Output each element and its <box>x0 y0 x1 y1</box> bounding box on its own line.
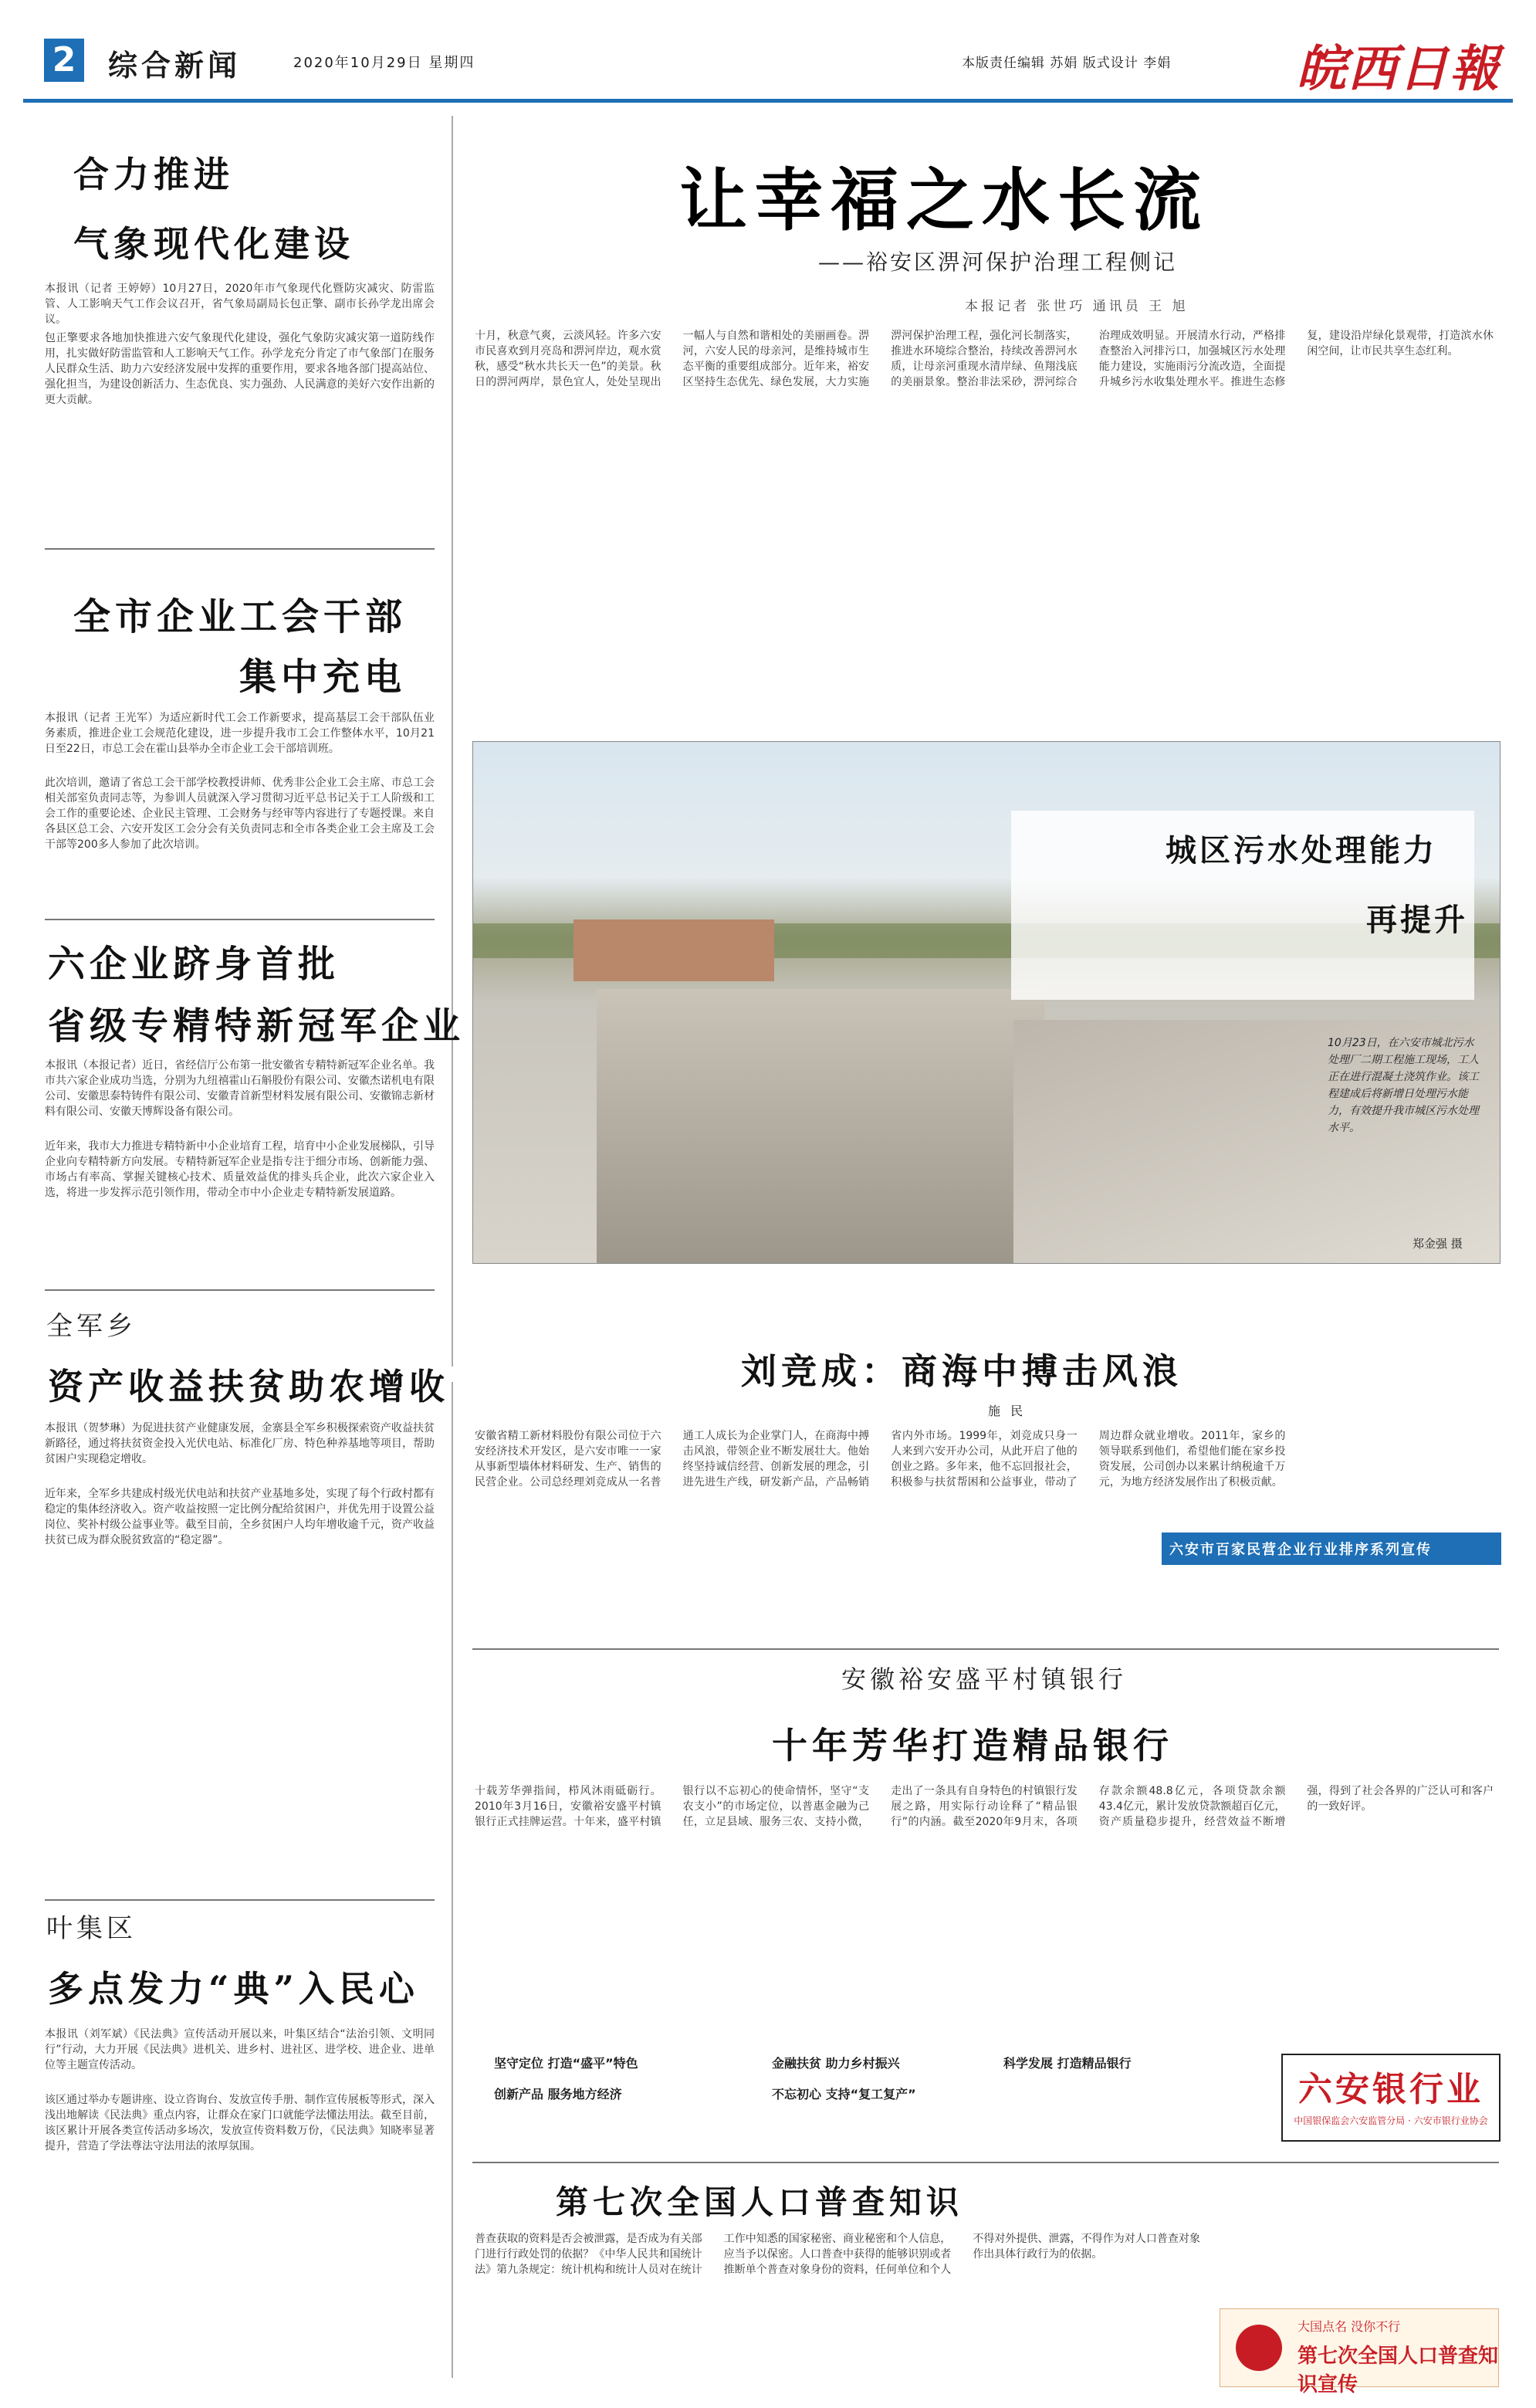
article-divider <box>472 2162 1499 2163</box>
article-subhead: 不忘初心 支持“复工复产” <box>772 2087 916 2101</box>
bank-ad-title: 六安银行业 <box>1298 2070 1484 2109</box>
feature-subtitle: ——裕安区淠河保护治理工程侧记 <box>818 249 1178 275</box>
article-lead: 本报讯（刘军斌）《民法典》宣传活动开展以来，叶集区结合“法治引领、文明同行”行动，大力开展《民法典》进机关、进乡村、进社区、进学校、进企业、进单位等主题宣传活动。 <box>45 2028 435 2071</box>
article-divider <box>472 1648 1499 1650</box>
article-body: 此次培训，邀请了省总工会干部学校教授讲师、优秀非公企业工会主席、市总工会相关部室负责同志等，为参训人员就深入学习贯彻习近平总书记关于工人阶级和工会工作的重要论述、企业民主管理、工会财务与经审等内容进行了专题授课。来自各县区总工会、六安开发区工会分会有关负责同志和全市各类企业工会主席及工会干部等200多人参加了此次培训。 <box>45 777 435 851</box>
article-body: 近年来，全军乡共建成村级光伏电站和扶贫产业基地多处，实现了每个行政村都有稳定的集体经济收入。资产收益按照一定比例分配给贫困户，并优先用于设置公益岗位、奖补村级公益事业等。截至目前，全乡贫困户人均年增收逾千元，资产收益扶贫已成为群众脱贫致富的“稳定器”。 <box>45 1488 435 1546</box>
census-slogan: 大国点名 没你不行 <box>1297 2319 1401 2334</box>
photo-basin <box>597 989 1044 1263</box>
article-kicker: 叶集区 <box>46 1913 137 1944</box>
article-body: 普查获取的资料是否会被泄露，是否成为有关部门进行行政处罚的依据？《中华人民共和国统计法》第九条规定：统计机构和统计人员对在统计工作中知悉的国家秘密、商业秘密和个人信息，应当予以保密。人口普查中获得的能够识别或者推断单个普查对象身份的资料，任何单位和个人不得对外提供、泄露，不得作为对人口普查对象作出具体行政行为的依据。 <box>475 2233 1200 2276</box>
article-subhead: 坚守定位 打造“盛平”特色 <box>494 2056 638 2071</box>
article-subhead: 创新产品 服务地方经济 <box>494 2087 622 2101</box>
photo-headline: 再提升 <box>1366 902 1468 938</box>
census-banner <box>1220 2308 1499 2396</box>
article-title: 十年芳华打造精品银行 <box>772 1725 1173 1766</box>
bank-industry-ad <box>1281 2054 1500 2142</box>
article-body: 十载芳华弹指间，栉风沐雨砥砺行。2010年3月16日，安徽裕安盛平村镇银行正式挂牌运营。十年来，盛平村镇银行以不忘初心的使命情怀，坚守“支农支小”的市场定位，以普惠金融为己任，立足县域、服务三农、支持小微，走出了一条具有自身特色的村镇银行发展之路，用实际行动诠释了“精品银行”的内涵。截至2020年9月末，各项存款余额48.8亿元，各项贷款余额43.4亿元，累计发放贷款额超百亿元，资产质量稳步提升，经营效益不断增强，得到了社会各界的广泛认可和客户的一致好评。 <box>475 1785 1494 1828</box>
page-number: 2 <box>44 39 84 82</box>
promo-text: 六安市百家民营企业行业排序系列宣传 <box>1169 1542 1432 1558</box>
article-body: 包正擎要求各地加快推进六安气象现代化建设，强化气象防灾减灾第一道防线作用，扎实做好防雷监管和人工影响天气工作。孙学龙充分肯定了市气象部门在服务人民群众生活、助力六安经济发展中发挥的重要作用，要求各地各部门提高站位、强化担当，为建设创新活力、生态优良、实力强劲、人民满意的美好六安作出新的更大贡献。 <box>45 332 435 406</box>
article-body: 安徽省精工新材料股份有限公司位于六安经济技术开发区，是六安市唯一一家从事新型墙体材料研发、生产、销售的民营企业。公司总经理刘竞成从一名普通工人成长为企业掌门人，在商海中搏击风浪，带领企业不断发展壮大。他始终坚持诚信经营、创新发展的理念，引进先进生产线，研发新产品，产品畅销省内外市场。1999年，刘竞成只身一人来到六安开办公司，从此开启了他的创业之路。多年来，他不忘回报社会，积极参与扶贫帮困和公益事业，带动了周边群众就业增收。2011年，家乡的领导联系到他们，希望他们能在家乡投资发展，公司创办以来累计纳税逾千万元，为地方经济发展作出了积极贡献。 <box>475 1430 1286 1488</box>
article-lead: 本报讯（记者 王光军）为适应新时代工会工作新要求，提高基层工会干部队伍业务素质，推进企业工会规范化建设，进一步提升我市工会工作整体水平，10月21日至22日，市总工会在霍山县举办全市企业工会干部培训班。 <box>45 712 435 755</box>
article-title: 资产收益扶贫助农增收 <box>48 1366 449 1407</box>
article-subhead: 金融扶贫 助力乡村振兴 <box>772 2056 900 2071</box>
editor-credits: 本版责任编辑 苏娟 版式设计 李娟 <box>962 56 1172 71</box>
photo-headline: 城区污水处理能力 <box>1166 832 1437 869</box>
article-title: 合力推进 <box>73 154 234 195</box>
article-title: 刘竞成：商海中搏击风浪 <box>741 1350 1182 1392</box>
section-title: 综合新闻 <box>108 48 242 83</box>
article-title: 集中充电 <box>239 655 407 699</box>
article-title: 省级专精特新冠军企业 <box>48 1004 465 1048</box>
feature-byline: 本报记者 张世巧 通讯员 王 旭 <box>965 299 1189 314</box>
article-title: 全市企业工会干部 <box>73 595 408 638</box>
paper-logo: 皖西日報 <box>1297 40 1500 98</box>
column-divider <box>452 1382 453 2378</box>
photo-credit: 郑金强 摄 <box>1413 1237 1463 1251</box>
article-kicker: 安徽裕安盛平村镇银行 <box>841 1665 1128 1694</box>
promo-banner <box>1162 1533 1501 1565</box>
article-author: 施 民 <box>988 1404 1027 1418</box>
article-divider <box>45 548 435 550</box>
column-divider <box>452 116 453 1367</box>
census-emblem-icon <box>1236 2325 1282 2371</box>
article-title: 多点发力“典”入民心 <box>48 1968 419 2010</box>
feature-headline: 让幸福之水长流 <box>679 160 1210 240</box>
census-banner-title: 第七次全国人口普查知识宣传 <box>1297 2345 1499 2396</box>
photo-headline-box <box>1011 811 1474 1000</box>
article-kicker: 全军乡 <box>46 1311 137 1342</box>
article-divider <box>45 1289 435 1291</box>
article-lead: 本报讯（本报记者）近日，省经信厅公布第一批安徽省专精特新冠军企业名单。我市共六家企业成功当选，分别为九纽禧霍山石斛股份有限公司、安徽杰诺机电有限公司、安徽思泰特铸件有限公司、安徽青首新型材料发展有限公司、安徽锦志新材料有限公司、安徽天博辉设备有限公司。 <box>45 1059 435 1118</box>
article-divider <box>45 1899 435 1901</box>
article-lead: 本报讯（贺梦琳）为促进扶贫产业健康发展，金寨县全军乡积极探索资产收益扶贫新路径，通过将扶贫资金投入光伏电站、标准化厂房、特色种养基地等项目，帮助贫困户实现稳定增收。 <box>45 1422 435 1465</box>
masthead-rule <box>23 99 1513 103</box>
feature-body: 十月，秋意气爽，云淡风轻。许多六安市民喜欢到月亮岛和淠河岸边，观水赏秋，感受“秋水共长天一色”的美景。秋日的淠河两岸，景色宜人，处处呈现出一幅人与自然和谐相处的美丽画卷。淠河，六安人民的母亲河，是维持城市生态平衡的重要组成部分。近年来，裕安区坚持生态优先、绿色发展，大力实施淠河保护治理工程，强化河长制落实，推进水环境综合整治，持续改善淠河水质，让母亲河重现水清岸绿、鱼翔浅底的美丽景象。整治非法采砂，淠河综合治理成效明显。开展清水行动，严格排查整治入河排污口，加强城区污水处理能力建设，实施雨污分流改造，全面提升城乡污水收集处理水平。推进生态修复，建设沿岸绿化景观带，打造滨水休闲空间，让市民共享生态红利。 <box>475 330 1494 388</box>
article-title: 六企业跻身首批 <box>48 943 340 986</box>
article-body: 该区通过举办专题讲座、设立咨询台、发放宣传手册、制作宣传展板等形式，深入浅出地解读《民法典》重点内容，让群众在家门口就能学法懂法用法。截至目前，该区累计开展各类宣传活动多场次，发放宣传资料数万份，《民法典》知晓率显著提升，营造了学法尊法守法用法的浓厚氛围。 <box>45 2094 435 2152</box>
bank-ad-subtitle: 中国银保监会六安监管分局 · 六安市银行业协会 <box>1294 2115 1488 2126</box>
article-subhead: 科学发展 打造精品银行 <box>1003 2056 1132 2071</box>
article-title: 气象现代化建设 <box>73 223 354 265</box>
article-lead: 本报讯（记者 王婷婷）10月27日，2020年市气象现代化暨防灾减灾、防雷监管、人工影响天气工作会议召开，省气象局副局长包正擎、副市长孙学龙出席会议。 <box>45 283 435 326</box>
dateline: 2020年10月29日 星期四 <box>293 55 475 71</box>
photo-building <box>573 920 774 981</box>
photo-caption: 10月23日，在六安市城北污水处理厂二期工程施工现场，工人正在进行混凝土浇筑作业。该工程建成后将新增日处理污水能力，有效提升我市城区污水处理水平。 <box>1328 1037 1479 1134</box>
article-divider <box>45 919 435 920</box>
article-body: 近年来，我市大力推进专精特新中小企业培育工程，培育中小企业发展梯队，引导企业向专精特新方向发展。专精特新冠军企业是指专注于细分市场、创新能力强、市场占有率高、掌握关键核心技术、质量效益优的排头兵企业，此次六家企业入选，将进一步发挥示范引领作用，带动全市中小企业走专精特新发展道路。 <box>45 1140 435 1199</box>
article-title: 第七次全国人口普查知识 <box>556 2183 964 2221</box>
